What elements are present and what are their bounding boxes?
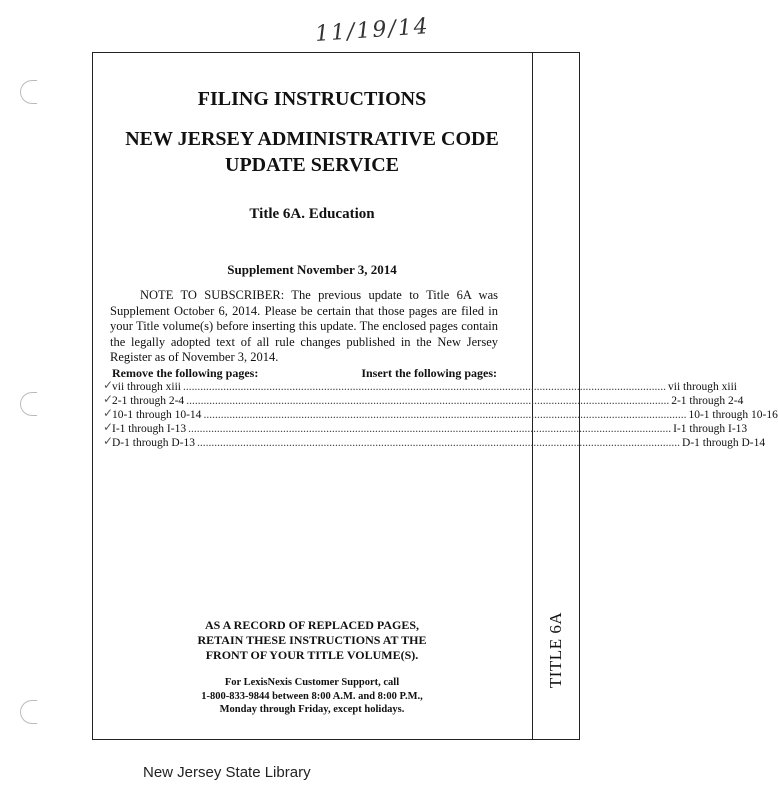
insert-pages: 10-1 through 10-16 — [688, 409, 778, 421]
record-line-2: RETAIN THESE INSTRUCTIONS AT THE — [197, 633, 427, 647]
insert-pages: vii through xiii — [668, 381, 737, 393]
check-mark-icon: ✓ — [103, 406, 114, 420]
note-text: NOTE TO SUBSCRIBER: The previous update to Title 6A was Supplement October 6, 2014. Please be certain that those pages are filed in your Title volume(s) before inserting this update. The enclosed pages contain the legally adopted text of all rule changes published in the New Jersey Register as of November 3, 2014. — [110, 288, 498, 364]
remove-pages: vii through xiii — [112, 381, 181, 393]
column-headers — [112, 366, 497, 381]
check-mark-icon: ✓ — [103, 420, 114, 434]
remove-pages: 10-1 through 10-14 — [112, 409, 202, 421]
support-line-2: 1-800-833-9844 between 8:00 A.M. and 8:00 P.M., — [201, 690, 423, 702]
leader-dots: ........................................................................................................................................................................ — [183, 381, 666, 393]
punch-hole — [20, 80, 37, 104]
supplement-date: Supplement November 3, 2014 — [227, 262, 397, 277]
note-to-subscriber — [110, 288, 498, 366]
customer-support — [92, 676, 532, 717]
support-line-3: Monday through Friday, except holidays. — [219, 704, 405, 715]
list-item — [103, 406, 778, 422]
record-instructions — [92, 618, 532, 663]
remove-header: Remove the following pages: — [112, 366, 259, 380]
tab-label-text: TITLE 6A — [546, 611, 566, 689]
list-item — [103, 378, 737, 394]
record-line-3: FRONT OF YOUR TITLE VOLUME(S). — [205, 648, 419, 662]
remove-pages: I-1 through I-13 — [112, 423, 187, 435]
punch-hole — [20, 700, 37, 724]
punch-hole — [20, 392, 37, 416]
leader-dots: ........................................................................................................................................................................ — [186, 395, 670, 407]
list-item — [103, 420, 748, 436]
leader-dots: ........................................................................................................................................................................ — [203, 409, 687, 421]
insert-pages: 2-1 through 2-4 — [671, 395, 744, 407]
list-item — [103, 392, 744, 408]
page-list — [103, 378, 778, 450]
page-title: FILING INSTRUCTIONS — [197, 88, 427, 110]
remove-pages: D-1 through D-13 — [112, 437, 196, 449]
insert-pages: I-1 through I-13 — [673, 423, 748, 435]
list-item — [103, 434, 766, 450]
handwritten-date: 11/19/14 — [314, 14, 431, 47]
subtitle-line-2: UPDATE SERVICE — [225, 154, 399, 176]
insert-header: Insert the following pages: — [361, 366, 497, 380]
support-line-1: For LexisNexis Customer Support, call — [224, 677, 400, 688]
page-subtitle — [92, 126, 532, 178]
insert-pages: D-1 through D-14 — [682, 437, 766, 449]
remove-pages: 2-1 through 2-4 — [112, 395, 185, 407]
tab-label — [533, 600, 579, 700]
check-mark-icon: ✓ — [103, 392, 114, 406]
title-number: Title 6A. Education — [249, 206, 375, 222]
check-mark-icon: ✓ — [103, 434, 114, 448]
leader-dots: ........................................................................................................................................................................ — [188, 423, 672, 435]
leader-dots: ........................................................................................................................................................................ — [197, 437, 681, 449]
library-footer: New Jersey State Library — [143, 764, 311, 781]
subtitle-line-1: NEW JERSEY ADMINISTRATIVE CODE — [125, 128, 499, 150]
record-line-1: AS A RECORD OF REPLACED PAGES, — [204, 618, 420, 632]
check-mark-icon: ✓ — [103, 378, 114, 392]
